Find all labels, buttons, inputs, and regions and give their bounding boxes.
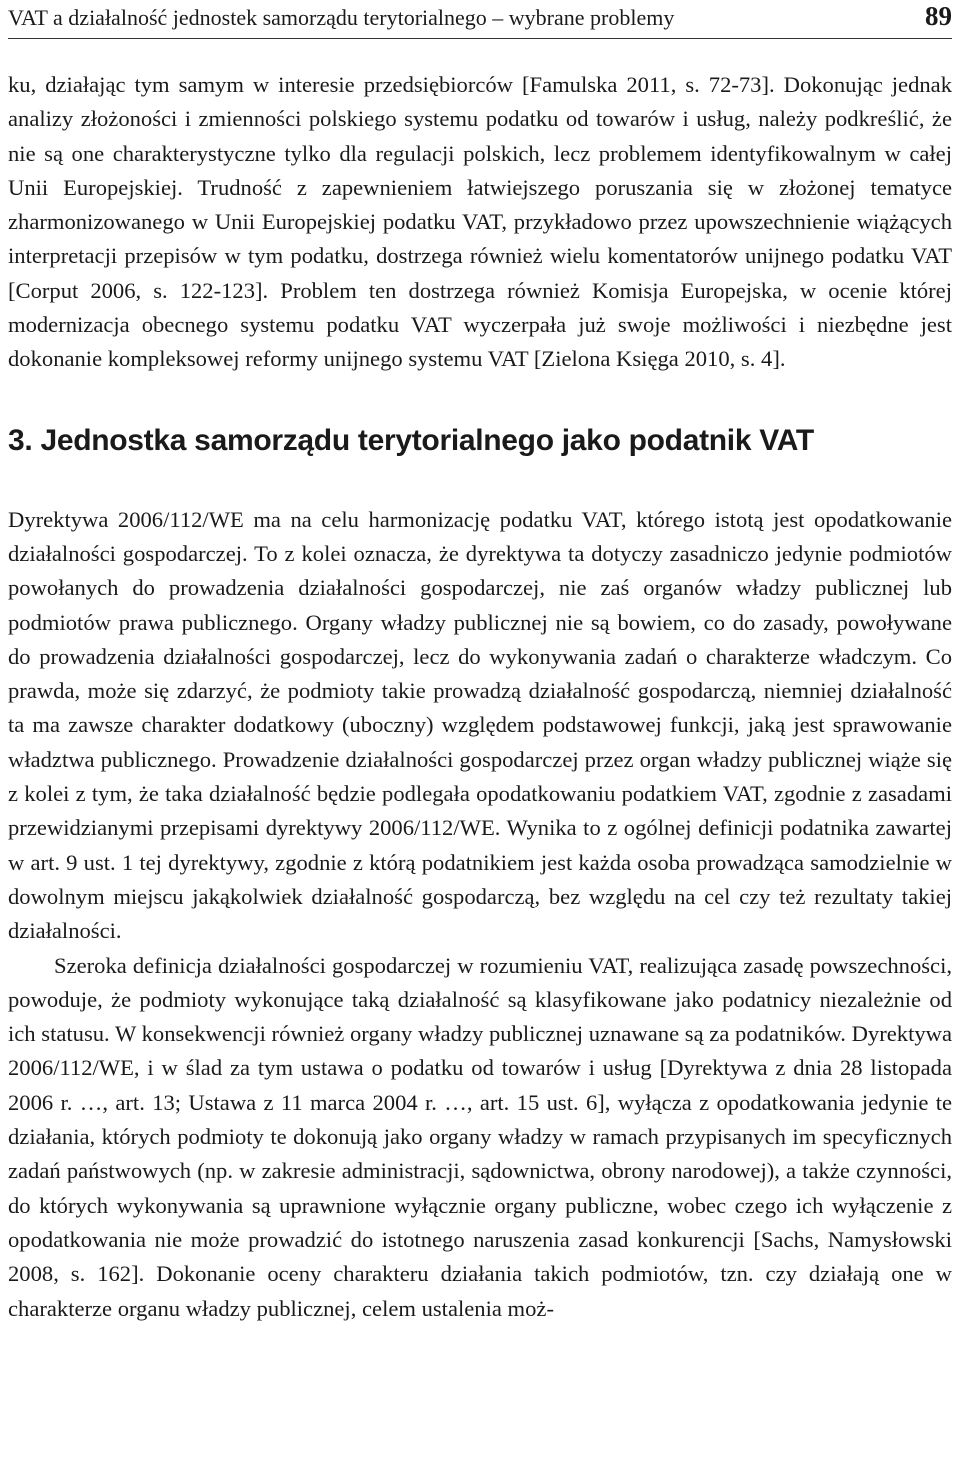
body-paragraph: Dyrektywa 2006/112/WE ma na celu harmonizację podatku VAT, którego istotą jest opodatkowanie działalności gospodarczej. To z kolei oznacza, że dyrektywa ta dotyczy zasadniczo jedynie podmiotów powołanych do prowadzenia działalności gospodarczej, nie zaś organów władzy publicznej lub podmiotów prawa publicznego. Organy władzy publicznej nie są bowiem, co do zasady, powoływane do prowadzenia działalności gospodarczej, lecz do wykonywania zadań o charakterze władczym. Co prawda, może się zdarzyć, że podmioty takie prowadzą działalność gospodarczą, niemniej działalność ta ma zawsze charakter dodatkowy (uboczny) względem podstawowej funkcji, jaką jest sprawowanie władztwa publicznego. Prowadzenie działalności gospodarczej przez organ władzy publicznej wiąże się z kolei z tym, że taka działalność będzie podlegała opodatkowaniu podatkiem VAT, zgodnie z zasadami przewidzianymi przepisami dyrektywy 2006/112/WE. Wynika to z ogólnej definicji podatnika zawartej w art. 9 ust. 1 tej dyrektywy, zgodnie z którą podatnikiem jest każda osoba prowadząca samodzielnie w dowolnym miejscu jakąkolwiek działalność gospodarczą, bez względu na cel czy też rezultaty takiej działalności. [8, 506, 952, 944]
running-title: VAT a działalność jednostek samorządu terytorialnego – wybrane problemy [8, 5, 675, 30]
body-paragraph: Szeroka definicja działalności gospodarczej w rozumieniu VAT, realizująca zasadę powszechności, powoduje, że podmioty wykonujące taką działalność są klasyfikowane jako podatnicy niezależnie od ich statusu. W konsekwencji również organy władzy publicznej uznawane są za podatników. Dyrektywa 2006/112/WE, i w ślad za tym ustawa o podatku od towarów i usług [Dyrektywa z dnia 28 listopada 2006 r. …, art. 13; Ustawa z 11 marca 2004 r. …, art. 15 ust. 6], wyłącza z opodatkowania jedynie te działania, których podmioty te dokonują jako organy władzy w ramach przypisanych im specyficznych zadań państwowych (np. w zakresie administracji, sądownictwa, obrony narodowej), a także czynności, do których wykonywania są uprawnione wyłącznie organy publiczne, wobec czego ich wyłączenie z opodatkowania nie może prowadzić do istotnego naruszenia zasad konkurencji [Sachs, Namysłowski 2008, s. 162]. Dokonanie oceny charakteru działania takich podmiotów, tzn. czy działają one w charakterze organu władzy publicznej, celem ustalenia moż- [8, 952, 952, 1321]
page-number: 89 [925, 1, 952, 31]
body-paragraph: ku, działając tym samym w interesie przedsiębiorców [Famulska 2011, s. 72-73]. Dokonując jednak analizy złożoności i zmienności polskiego systemu podatku od towarów i usług, należy podkreślić, że nie są one charakterystyczne tylko dla regulacji polskich, lecz problemem identyfikowalnym w całej Unii Europejskiej. Trudność z zapewnieniem łatwiejszego poruszania się w złożonej tematyce zharmonizowanego w Unii Europejskiej podatku VAT, przykładowo przez upowszechnienie wiążących interpretacji przepisów w tym podatku, dostrzega również wielu komentatorów unijnego podatku VAT [Corput 2006, s. 122-123]. Problem ten dostrzega również Komisja Europejska, w ocenie której modernizacja obecnego systemu podatku VAT wyczerpała już swoje możliwości i niezbędne jest dokonanie kompleksowej reformy unijnego systemu VAT [Zielona Księga 2010, s. 4]. [8, 72, 952, 372]
running-header [8, 0, 952, 39]
page-body [8, 68, 952, 1326]
section-heading: 3. Jednostka samorządu terytorialnego jako podatnik VAT [8, 423, 814, 457]
